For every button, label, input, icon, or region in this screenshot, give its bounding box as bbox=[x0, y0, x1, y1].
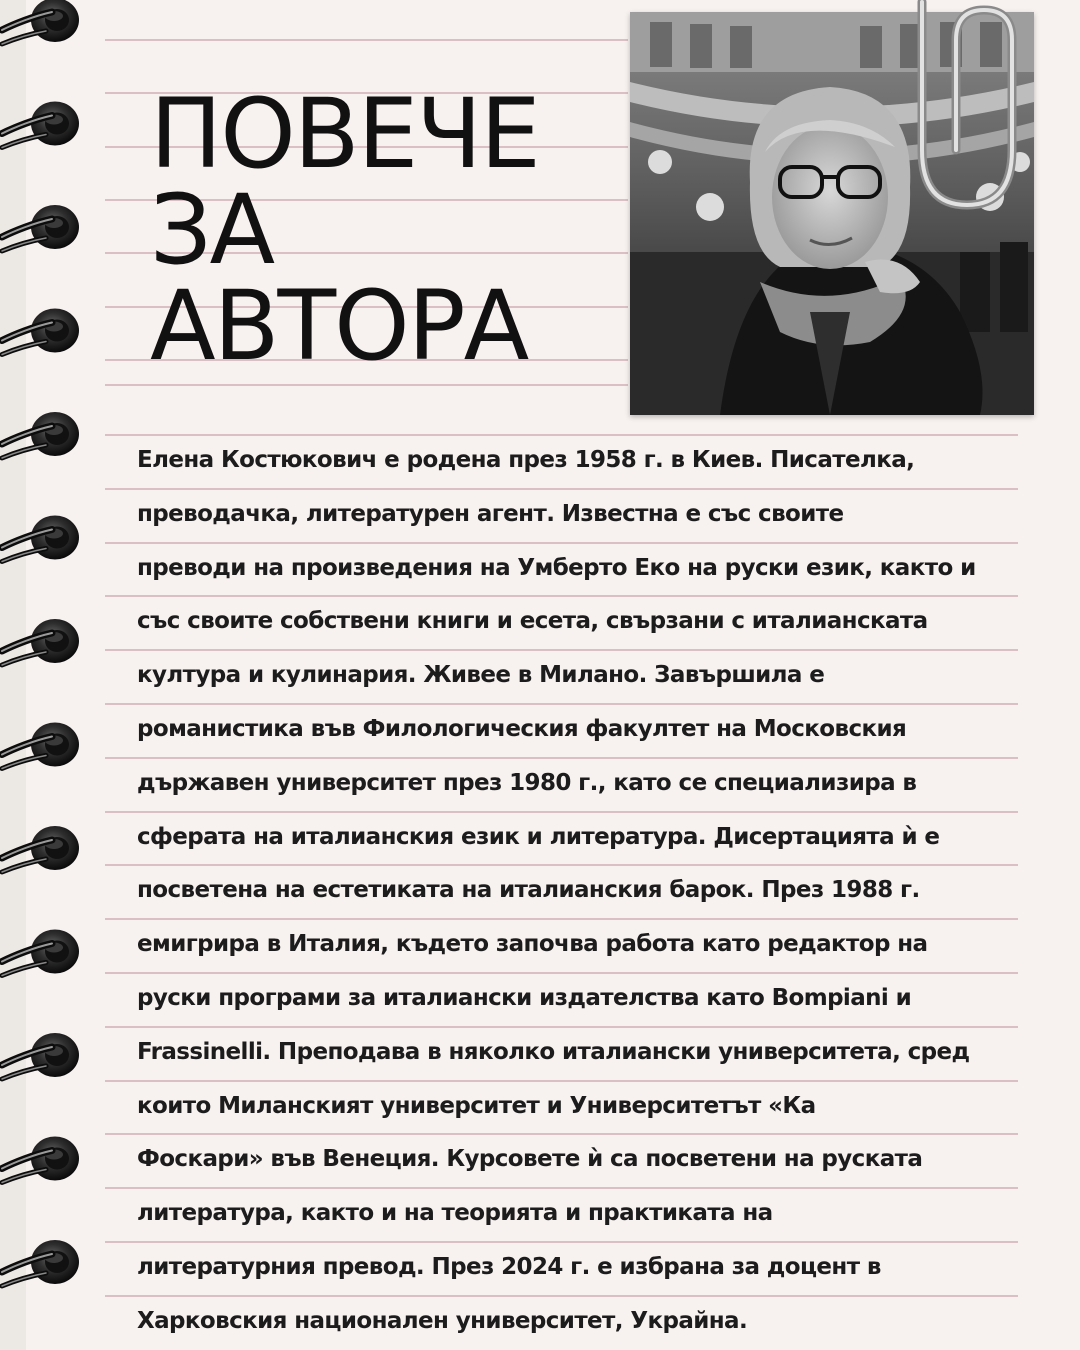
binding-ring-icon bbox=[2, 619, 79, 665]
bio-line: култура и кулинария. Живее в Милано. Завършила е bbox=[137, 662, 825, 689]
bio-line: литература, както и на теорията и практиката на bbox=[137, 1200, 773, 1227]
bio-line: Frassinelli. Преподава в няколко италиански университета, сред bbox=[137, 1038, 970, 1065]
bio-line: Елена Костюкович е родена през 1958 г. в Киев. Писателка, bbox=[137, 447, 915, 473]
spiral-binding-icon bbox=[0, 0, 100, 1350]
bio-line: посветена на естетиката на италианския барок. През 1988 г. bbox=[137, 877, 920, 904]
bio-line: руски програми за италиански издателства като Bompiani и bbox=[137, 984, 912, 1011]
title-line: ПОВЕЧЕ bbox=[150, 78, 539, 190]
binding-ring-icon bbox=[2, 723, 79, 769]
binding-ring-icon bbox=[2, 1240, 79, 1286]
bio-line: Фоскари» във Венеция. Курсовете ѝ са посветени на руската bbox=[137, 1146, 923, 1173]
binding-ring-icon bbox=[2, 1137, 79, 1183]
binding-ring-icon bbox=[2, 0, 79, 44]
bio-line: преводи на произведения на Умберто Еко на руски език, както и bbox=[137, 554, 976, 581]
binding-ring-icon bbox=[2, 102, 79, 148]
paperclip-icon bbox=[882, 0, 1042, 225]
title-line: АВТОРА bbox=[150, 270, 528, 382]
bio-line: преводачка, литературен агент. Известна е със своите bbox=[137, 500, 844, 527]
bio-line: емигрира в Италия, където започва работа като редактор на bbox=[137, 931, 928, 958]
bio-line: със своите собствени книги и есета, свързани с италианската bbox=[137, 608, 928, 635]
page-title bbox=[150, 78, 539, 382]
author-bio bbox=[137, 434, 1037, 1349]
binding-ring-icon bbox=[2, 309, 79, 355]
binding-ring-icon bbox=[2, 205, 79, 251]
binding-ring-icon bbox=[2, 826, 79, 872]
bio-line: литературния превод. През 2024 г. е избрана за доцент в bbox=[137, 1253, 881, 1280]
binding-ring-icon bbox=[2, 412, 79, 458]
binding-ring-icon bbox=[2, 1033, 79, 1079]
title-line: ЗА bbox=[150, 174, 274, 286]
bio-line: държавен университет през 1980 г., като се специализира в bbox=[137, 769, 917, 796]
bio-line: романистика във Филологическия факултет на Московския bbox=[137, 715, 907, 742]
binding-ring-icon bbox=[2, 516, 79, 562]
bio-line: които Миланският университет и Университетът «Ка bbox=[137, 1092, 816, 1119]
bio-line: Харковския национален университет, Украйна. bbox=[137, 1307, 748, 1334]
bio-line: сферата на италианския език и литература. Дисертацията ѝ е bbox=[137, 823, 940, 850]
binding-ring-icon bbox=[2, 930, 79, 976]
